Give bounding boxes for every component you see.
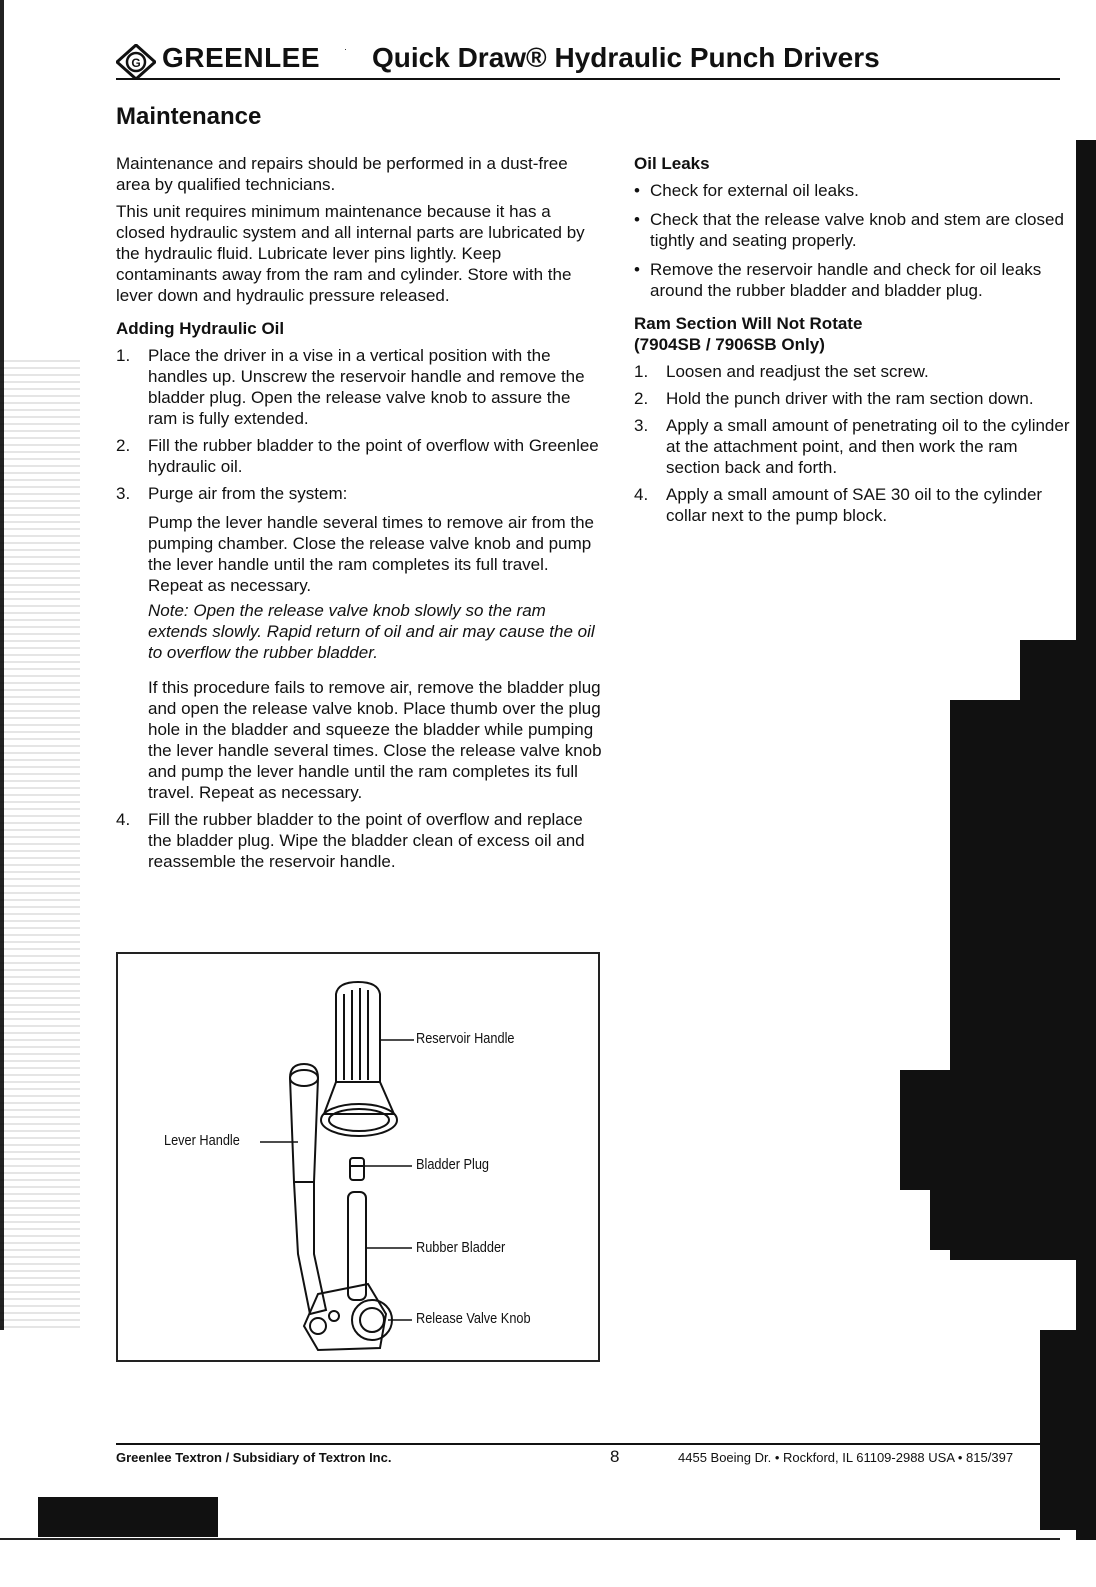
step-text: Fill the rubber bladder to the point of overflow with Greenlee hydraulic oil. — [148, 436, 599, 476]
oil-leaks-list — [634, 180, 1074, 301]
list-item — [634, 415, 1074, 478]
step-number: 2. — [116, 436, 131, 455]
scan-blob — [1040, 1330, 1076, 1530]
intro-paragraph: This unit requires minimum maintenance because it has a closed hydraulic system and all internal parts are lubricated by the hydraulic fluid. Lubricate lever pins lightly. Keep contaminants away from the ram and cylinder. Store with the lever down and hydraulic pressure released. — [116, 202, 585, 305]
page-header — [116, 42, 1076, 82]
footer-address: 4455 Boeing Dr. • Rockford, IL 61109-2988 USA • 815/397 — [678, 1450, 1014, 1465]
list-item — [634, 388, 1074, 409]
step-text: Loosen and readjust the set screw. — [666, 362, 929, 381]
bottom-rule — [0, 1538, 1060, 1540]
footer-rule — [116, 1443, 1060, 1445]
document-title: Quick Draw® Hydraulic Punch Drivers — [372, 42, 880, 73]
step-paragraph: Pump the lever handle several times to remove air from the pumping chamber. Close the release valve knob and pump the lever handle until the ram completes its full travel. Repeat as necessary. — [148, 513, 594, 595]
bullet-text: Check for external oil leaks. — [650, 181, 859, 200]
oil-leaks-heading: Oil Leaks — [634, 154, 710, 173]
bullet-icon: • — [634, 210, 640, 229]
scan-blob — [950, 700, 1076, 1260]
bullet-icon: • — [634, 260, 640, 279]
left-column — [116, 153, 604, 878]
step-text: Hold the punch driver with the ram section down. — [666, 389, 1034, 408]
step-number: 1. — [116, 346, 131, 365]
scan-blob — [930, 1180, 970, 1250]
step-note: Note: Open the release valve knob slowly so the ram extends slowly. Rapid return of oil and air may cause the oil to overflow the rubber bladder. — [148, 601, 595, 662]
intro-paragraph: Maintenance and repairs should be performed in a dust-free area by qualified technicians. — [116, 154, 568, 194]
greenlee-g-logo-icon — [116, 44, 156, 80]
step-text: Fill the rubber bladder to the point of overflow and replace the bladder plug. Wipe the bladder clean of excess oil and reassemble the reservoir handle. — [148, 810, 585, 871]
scan-noise-left — [0, 360, 80, 1330]
step-number: 4. — [634, 485, 649, 504]
right-column — [634, 153, 1074, 532]
svg-text:G: G — [131, 56, 141, 70]
step-number: 2. — [634, 389, 649, 408]
header-rule — [116, 78, 1060, 80]
step-text: Purge air from the system: — [148, 484, 348, 503]
bullet-text: Remove the reservoir handle and check for oil leaks around the rubber bladder and bladder plug. — [650, 260, 1042, 300]
scan-blob — [900, 1070, 960, 1190]
step-paragraph: If this procedure fails to remove air, remove the bladder plug and open the release valve knob. Place thumb over the plug hole in the bladder and squeeze the bladder while pumping the lever handle several times. Close the release valve knob and pump the lever handle until the ram completes its full travel. Repeat as necessary. — [148, 678, 602, 802]
page-number: 8 — [610, 1447, 620, 1466]
bullet-text: Check that the release valve knob and stem are closed tightly and seating properly. — [650, 210, 1064, 250]
list-item — [116, 483, 604, 803]
scan-edge-right — [1076, 140, 1096, 1540]
scan-edge-bottom — [38, 1497, 218, 1537]
step-text: Apply a small amount of SAE 30 oil to the cylinder collar next to the pump block. — [666, 485, 1043, 525]
ram-section-subheading: (7904SB / 7906SB Only) — [634, 335, 825, 354]
brand-name: GREENLEE — [162, 42, 321, 73]
list-item — [634, 361, 1074, 382]
step-number: 3. — [116, 484, 131, 503]
list-item — [116, 345, 604, 429]
step-number: 1. — [634, 362, 649, 381]
punch-driver-illustration — [118, 954, 598, 1360]
list-item — [116, 809, 604, 872]
step-number: 4. — [116, 810, 131, 829]
adding-oil-steps — [116, 345, 604, 872]
bullet-icon: • — [634, 181, 640, 200]
list-item — [116, 435, 604, 477]
ram-section-heading: Ram Section Will Not Rotate — [634, 314, 863, 333]
label-lever-handle: Lever Handle — [164, 1132, 240, 1149]
ram-section-steps — [634, 361, 1074, 526]
step-number: 3. — [634, 416, 649, 435]
label-rubber-bladder: Rubber Bladder — [416, 1239, 506, 1256]
section-title: Maintenance — [116, 103, 262, 130]
label-bladder-plug: Bladder Plug — [416, 1156, 490, 1173]
adding-oil-heading: Adding Hydraulic Oil — [116, 319, 285, 338]
step-text: Apply a small amount of penetrating oil to the cylinder at the attachment point, and then work the ram section back and forth. — [666, 416, 1070, 477]
list-item — [634, 259, 1074, 301]
list-item — [634, 484, 1074, 526]
parts-figure — [116, 952, 600, 1362]
list-item — [634, 209, 1074, 251]
brand-mark: · — [344, 44, 347, 54]
list-item — [634, 180, 1074, 201]
footer-company: Greenlee Textron / Subsidiary of Textron Inc. — [116, 1450, 392, 1465]
step-text: Place the driver in a vise in a vertical position with the handles up. Unscrew the reservoir handle and remove the bladder plug. Open the release valve knob to assure the ram is fully extended. — [148, 346, 585, 428]
label-reservoir-handle: Reservoir Handle — [416, 1030, 515, 1047]
label-release-valve-knob: Release Valve Knob — [416, 1310, 531, 1327]
